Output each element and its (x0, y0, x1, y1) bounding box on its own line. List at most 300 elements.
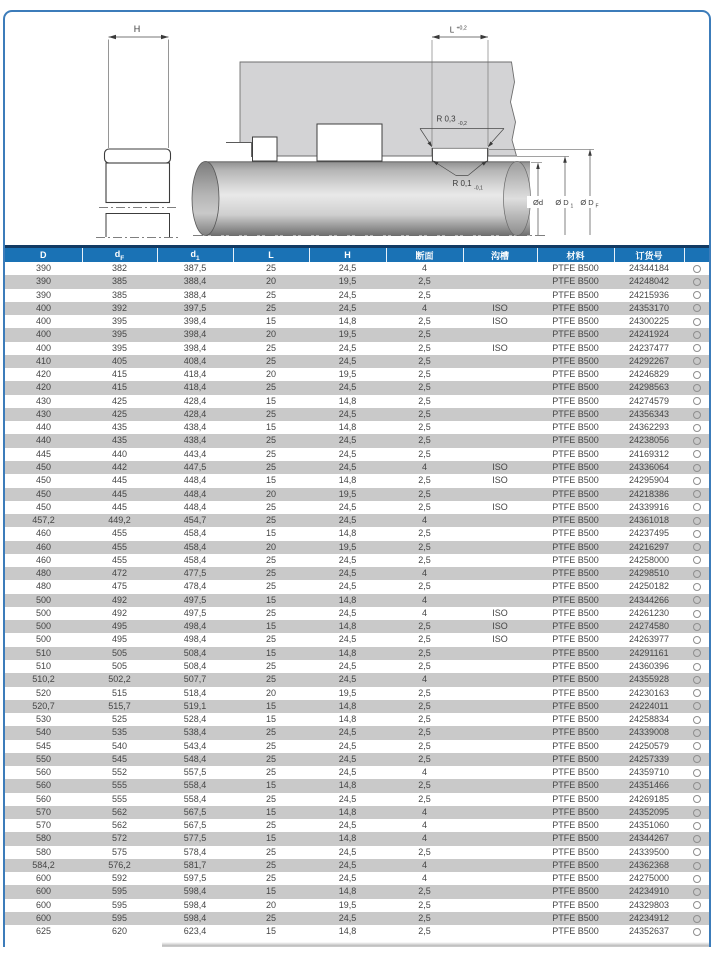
column-header-d: $d_1$ (157, 248, 233, 262)
circle-icon (693, 623, 701, 631)
table-cell: 24238056 (628, 435, 670, 446)
table-cell: 14,8 (338, 621, 357, 632)
availability-cell (684, 819, 709, 832)
table-cell (463, 872, 537, 885)
table-cell (463, 713, 537, 726)
table-cell (463, 885, 537, 898)
table-cell: 2,5 (418, 475, 431, 486)
table-cell: 520,7 (32, 700, 55, 711)
shaft-end-right (504, 162, 531, 236)
table-cell: 395 (111, 316, 128, 327)
table-cell: 24241924 (628, 329, 670, 340)
table-cell: 425 (111, 408, 128, 419)
table-cell: 24261230 (628, 607, 670, 618)
table-cell: 25 (265, 859, 276, 870)
circle-icon (693, 583, 701, 591)
table-cell: PTFE B500 (552, 382, 599, 393)
table-cell: 570 (35, 806, 52, 817)
circle-icon (693, 384, 701, 392)
seal-lip-band (105, 149, 171, 163)
circle-icon (693, 596, 701, 604)
table-cell: 2,5 (418, 554, 431, 565)
table-cell: 24352637 (628, 926, 670, 937)
radius-bottom-label: R 0,1 (452, 179, 472, 188)
table-body (5, 262, 709, 939)
table-cell: 24,5 (338, 435, 357, 446)
table-cell: 24,5 (338, 342, 357, 353)
table-cell (463, 687, 537, 700)
table-cell: 20 (265, 488, 276, 499)
table-cell: 385 (111, 289, 128, 300)
circle-icon (693, 901, 701, 909)
table-cell: 558,4 (183, 780, 207, 791)
table-cell: 25 (265, 501, 276, 512)
availability-cell (684, 925, 709, 938)
table-cell: 577,5 (183, 833, 207, 844)
circle-icon (693, 888, 701, 896)
table-cell: 515 (111, 687, 128, 698)
table-cell: 24,5 (338, 873, 357, 884)
table-cell: 2,5 (418, 316, 431, 327)
table-cell: 4 (421, 674, 427, 685)
table-row (5, 302, 709, 315)
table-cell: 2,5 (418, 329, 431, 340)
table-cell: 19,5 (338, 687, 357, 698)
table-cell: 24344266 (628, 594, 670, 605)
table-cell: PTFE B500 (552, 263, 599, 273)
catalog-page (3, 10, 711, 947)
table-cell: 572 (111, 833, 128, 844)
table-cell: 24,5 (338, 263, 357, 273)
middle-groove-cutout (317, 124, 382, 161)
table-cell: 19,5 (338, 329, 357, 340)
circle-icon (693, 344, 701, 352)
table-cell: PTFE B500 (552, 674, 599, 685)
table-cell (463, 819, 537, 832)
table-cell: 14,8 (338, 647, 357, 658)
circle-icon (693, 928, 701, 936)
availability-cell (684, 461, 709, 474)
table-cell: 25 (265, 342, 276, 353)
table-cell: 20 (265, 687, 276, 698)
table-cell (463, 289, 537, 302)
table-row (5, 488, 709, 501)
table-cell: 576,2 (108, 859, 131, 870)
table-cell: PTFE B500 (552, 873, 599, 884)
table-cell: 478,4 (183, 581, 207, 592)
table-cell: 449,2 (108, 515, 131, 526)
l-tolerance-label: +0,2 (456, 25, 467, 32)
table-cell: 4 (421, 461, 427, 472)
table-cell: 24,5 (338, 674, 357, 685)
table-cell: 19,5 (338, 541, 357, 552)
availability-cell (684, 779, 709, 792)
table-cell: 24248042 (628, 276, 670, 287)
table-cell: 19,5 (338, 488, 357, 499)
table-cell: ISO (492, 342, 508, 353)
table-cell: PTFE B500 (552, 913, 599, 924)
circle-icon (693, 397, 701, 405)
table-cell: 25 (265, 820, 276, 831)
table-cell: 420 (35, 369, 52, 380)
table-cell: 24,5 (338, 461, 357, 472)
table-cell: PTFE B500 (552, 395, 599, 406)
table-cell: 448,4 (183, 488, 207, 499)
table-cell: 448,4 (183, 501, 207, 512)
table-cell: 2,5 (418, 899, 431, 910)
table-cell: 15 (265, 395, 276, 406)
circle-icon (693, 411, 701, 419)
table-row (5, 289, 709, 302)
availability-cell (684, 859, 709, 872)
table-cell: 438,4 (183, 422, 207, 433)
table-cell: 448,4 (183, 475, 207, 486)
circle-icon (693, 822, 701, 830)
table-cell: 24362368 (628, 859, 670, 870)
table-row (5, 819, 709, 832)
table-cell: 24258000 (628, 554, 670, 565)
availability-cell (684, 793, 709, 806)
availability-cell (684, 315, 709, 328)
table-row (5, 753, 709, 766)
table-cell: 2,5 (418, 528, 431, 539)
table-cell: 2,5 (418, 395, 431, 406)
table-cell: 2,5 (418, 541, 431, 552)
table-cell (463, 740, 537, 753)
table-cell (463, 368, 537, 381)
radius-top-label: R 0,3 (436, 114, 456, 124)
availability-cell (684, 899, 709, 912)
table-cell: 545 (35, 740, 52, 751)
availability-cell (684, 885, 709, 898)
table-cell: PTFE B500 (552, 594, 599, 605)
table-cell: 2,5 (418, 687, 431, 698)
availability-cell (684, 607, 709, 620)
table-cell: 24298563 (628, 382, 670, 393)
table-cell: 2,5 (418, 448, 431, 459)
table-cell: PTFE B500 (552, 727, 599, 738)
table-cell: 24291161 (629, 647, 669, 658)
availability-cell (684, 381, 709, 394)
table-cell: 2,5 (418, 780, 431, 791)
circle-icon (693, 543, 701, 551)
table-row (5, 673, 709, 686)
table-cell: 4 (421, 806, 427, 817)
table-cell: 2,5 (418, 886, 431, 897)
table-cell: 2,5 (418, 714, 431, 725)
table-cell (463, 766, 537, 779)
circle-icon (693, 835, 701, 843)
table-cell (463, 448, 537, 461)
table-cell: 495 (111, 621, 128, 632)
table-cell (463, 700, 537, 713)
circle-icon (693, 702, 701, 710)
table-cell: 14,8 (338, 700, 357, 711)
table-cell: 500 (35, 594, 52, 605)
table-cell: 24355928 (628, 674, 670, 685)
table-cell: 25 (265, 382, 276, 393)
dimension-table (5, 248, 709, 939)
table-cell (463, 355, 537, 368)
availability-cell (684, 806, 709, 819)
table-cell: 24,5 (338, 740, 357, 751)
table-cell: 24258834 (628, 714, 670, 725)
circle-icon (693, 331, 701, 339)
table-cell: 24295904 (628, 475, 670, 486)
table-row (5, 554, 709, 567)
table-cell: 2,5 (418, 435, 431, 446)
table-cell: 14,8 (338, 926, 357, 937)
table-header-row (5, 248, 709, 262)
table-cell: ISO (492, 607, 508, 618)
table-row (5, 580, 709, 593)
table-cell: 24344184 (628, 263, 670, 273)
table-cell: 14,8 (338, 395, 357, 406)
table-cell: 25 (265, 873, 276, 884)
table-cell: 4 (421, 820, 427, 831)
table-cell: PTFE B500 (552, 634, 599, 645)
table-cell: 24,5 (338, 820, 357, 831)
column-header-材料: 材料 (537, 248, 614, 262)
table-cell: PTFE B500 (552, 541, 599, 552)
table-cell: 2,5 (418, 793, 431, 804)
table-cell: 24,5 (338, 382, 357, 393)
table-cell: PTFE B500 (552, 660, 599, 671)
table-cell: 442 (111, 461, 128, 472)
table-cell: 418,4 (183, 382, 207, 393)
table-cell: PTFE B500 (552, 806, 599, 817)
table-cell: 519,1 (183, 700, 207, 711)
table-cell: 477,5 (183, 568, 207, 579)
availability-cell (684, 594, 709, 607)
table-cell: 505 (111, 660, 128, 671)
circle-icon (693, 862, 701, 870)
table-cell: PTFE B500 (552, 740, 599, 751)
table-row (5, 501, 709, 514)
table-cell: 438,4 (183, 435, 207, 446)
table-cell: 2,5 (418, 740, 431, 751)
table-cell: 2,5 (418, 382, 431, 393)
table-row (5, 527, 709, 540)
table-cell: 540 (111, 740, 128, 751)
table-cell: PTFE B500 (552, 501, 599, 512)
table-cell (463, 328, 537, 341)
table-cell: 24215936 (628, 289, 670, 300)
table-cell: 598,4 (183, 886, 207, 897)
availability-cell (684, 766, 709, 779)
table-cell: 25 (265, 554, 276, 565)
table-cell: 480 (35, 581, 52, 592)
table-cell: 592 (111, 873, 128, 884)
table-cell: 24218386 (628, 488, 670, 499)
table-cell: 15 (265, 594, 276, 605)
table-cell: 492 (111, 607, 128, 618)
table-cell (463, 421, 537, 434)
table-cell: 24257339 (628, 753, 670, 764)
availability-cell (684, 355, 709, 368)
table-cell: 24298510 (628, 568, 670, 579)
radius-top-tolerance: -0,2 (458, 120, 467, 127)
availability-cell (684, 872, 709, 885)
table-cell: 460 (35, 528, 52, 539)
table-row (5, 408, 709, 421)
table-cell: 25 (265, 515, 276, 526)
table-cell: 24250579 (628, 740, 670, 751)
circle-icon (693, 464, 701, 472)
table-cell: PTFE B500 (552, 369, 599, 380)
table-cell: 24339008 (628, 727, 670, 738)
table-row (5, 514, 709, 527)
table-cell: 2,5 (418, 355, 431, 366)
circle-icon (693, 809, 701, 817)
table-cell: 510 (35, 660, 52, 671)
table-cell: 460 (35, 554, 52, 565)
table-cell: 25 (265, 846, 276, 857)
table-cell: 557,5 (183, 767, 207, 778)
table-cell: 14,8 (338, 833, 357, 844)
table-cell: 600 (35, 899, 52, 910)
table-cell: 450 (35, 461, 52, 472)
table-cell (463, 925, 537, 938)
circle-icon (693, 357, 701, 365)
table-cell: PTFE B500 (552, 276, 599, 287)
table-row (5, 381, 709, 394)
table-cell: 430 (35, 408, 52, 419)
table-row (5, 647, 709, 660)
table-cell: 15 (265, 316, 276, 327)
table-cell: 570 (35, 820, 52, 831)
table-cell: 400 (35, 302, 52, 313)
radius-bottom-tolerance: -0,1 (474, 185, 483, 192)
h-dimension-label: H (133, 24, 141, 34)
table-cell (463, 673, 537, 686)
table-cell: 24,5 (338, 767, 357, 778)
table-row (5, 355, 709, 368)
table-cell: ISO (492, 634, 508, 645)
table-row (5, 859, 709, 872)
table-cell: 545 (111, 753, 128, 764)
table-cell: 428,4 (183, 395, 207, 406)
table-row (5, 275, 709, 288)
table-cell: 392 (111, 302, 128, 313)
circle-icon (693, 755, 701, 763)
table-cell: 4 (421, 263, 427, 273)
h-arrow-left (109, 35, 117, 40)
table-cell: 14,8 (338, 316, 357, 327)
availability-cell (684, 501, 709, 514)
table-cell: 25 (265, 727, 276, 738)
table-row (5, 434, 709, 447)
table-cell: 25 (265, 408, 276, 419)
table-cell: 24300225 (628, 316, 670, 327)
table-cell: 548,4 (183, 753, 207, 764)
table-cell (463, 395, 537, 408)
table-cell: 567,5 (183, 806, 207, 817)
table-row (5, 925, 709, 938)
table-cell: 24292267 (628, 355, 670, 366)
table-cell: 25 (265, 793, 276, 804)
table-cell: 420 (35, 382, 52, 393)
table-cell: 25 (265, 461, 276, 472)
availability-cell (684, 554, 709, 567)
table-cell: 620 (111, 926, 128, 937)
table-cell (463, 793, 537, 806)
table-cell: 24,5 (338, 515, 357, 526)
table-cell: 24329803 (628, 899, 670, 910)
table-cell: 405 (111, 355, 128, 366)
table-cell (463, 899, 537, 912)
groove-section (106, 214, 170, 238)
table-cell: 20 (265, 329, 276, 340)
dia-d1-sub: 1 (570, 203, 574, 210)
table-cell: 535 (111, 727, 128, 738)
table-cell: 15 (265, 833, 276, 844)
circle-icon (693, 716, 701, 724)
small-groove-cutout (253, 137, 278, 161)
table-cell: 400 (35, 329, 52, 340)
table-cell: 24,5 (338, 501, 357, 512)
table-cell: 400 (35, 316, 52, 327)
table-cell: 24336064 (628, 461, 670, 472)
table-row (5, 395, 709, 408)
table-cell: 24356343 (628, 408, 670, 419)
table-cell: PTFE B500 (552, 820, 599, 831)
table-cell: 408,4 (183, 355, 207, 366)
table-row (5, 872, 709, 885)
circle-icon (693, 689, 701, 697)
table-cell (463, 541, 537, 554)
circle-icon (693, 318, 701, 326)
table-cell: 457,2 (32, 515, 55, 526)
table-cell: 595 (111, 899, 128, 910)
circle-icon (693, 875, 701, 883)
table-cell (463, 514, 537, 527)
table-cell (463, 806, 537, 819)
table-row (5, 474, 709, 487)
table-cell: 450 (35, 475, 52, 486)
table-cell: 25 (265, 767, 276, 778)
table-cell: 575 (111, 846, 128, 857)
table-cell: PTFE B500 (552, 408, 599, 419)
table-cell: 398,4 (183, 316, 207, 327)
table-cell: 24234910 (628, 886, 670, 897)
table-row (5, 620, 709, 633)
circle-icon (693, 649, 701, 657)
table-cell: PTFE B500 (552, 355, 599, 366)
table-cell: 14,8 (338, 475, 357, 486)
availability-cell (684, 740, 709, 753)
availability-cell (684, 434, 709, 447)
column-header-H: H (309, 248, 386, 262)
table-cell: 598,4 (183, 899, 207, 910)
table-cell: 24,5 (338, 302, 357, 313)
table-cell: 530 (35, 714, 52, 725)
table-cell: PTFE B500 (552, 515, 599, 526)
table-cell: PTFE B500 (552, 528, 599, 539)
table-cell: 24274580 (628, 621, 670, 632)
table-row (5, 607, 709, 620)
table-cell: 2,5 (418, 647, 431, 658)
table-cell: 24169312 (628, 448, 670, 459)
table-cell: 14,8 (338, 714, 357, 725)
table-cell (463, 434, 537, 447)
table-cell: 4 (421, 833, 427, 844)
table-cell: 510 (35, 647, 52, 658)
table-cell: 2,5 (418, 408, 431, 419)
h-arrow-right (161, 35, 169, 40)
table-cell: PTFE B500 (552, 302, 599, 313)
table-cell: PTFE B500 (552, 833, 599, 844)
